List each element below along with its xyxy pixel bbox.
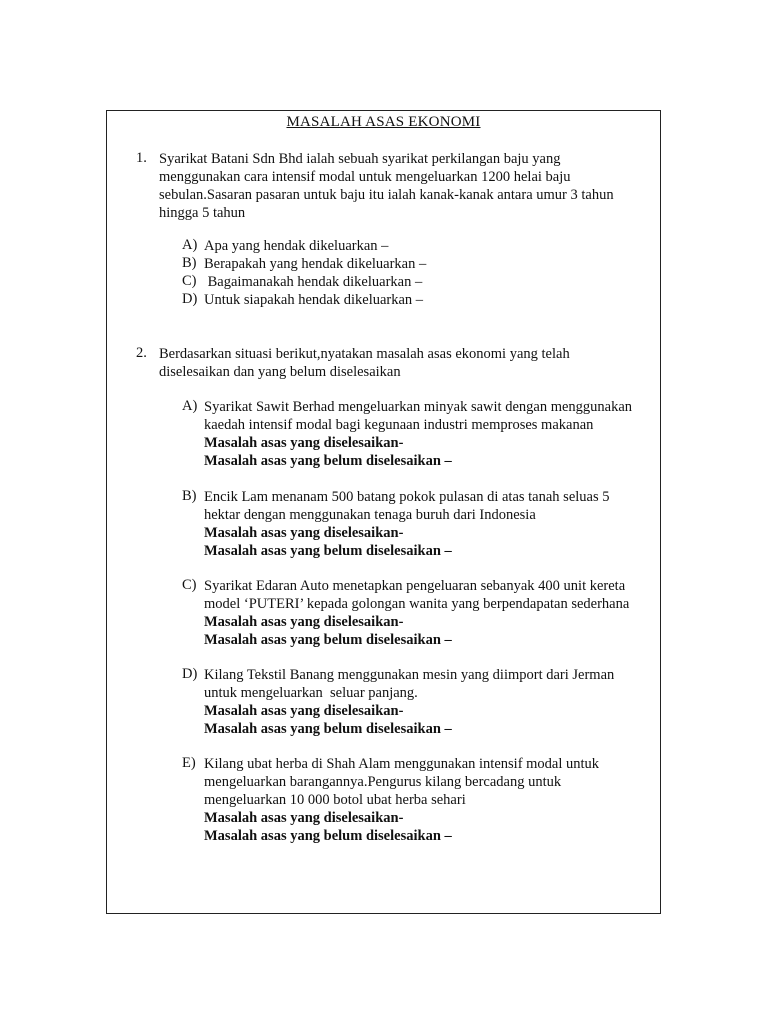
situation-line: untuk mengeluarkan seluar panjang. (204, 685, 418, 701)
situation-text (204, 488, 654, 560)
option-text: Berapakah yang hendak dikeluarkan – (204, 256, 427, 272)
solved-label: Masalah asas yang diselesaikan- (204, 703, 404, 719)
unsolved-label: Masalah asas yang belum diselesaikan – (204, 453, 452, 469)
unsolved-label: Masalah asas yang belum diselesaikan – (204, 632, 452, 648)
solved-label: Masalah asas yang diselesaikan- (204, 614, 404, 630)
option-text: Untuk siapakah hendak dikeluarkan – (204, 292, 424, 308)
situation-text (204, 755, 654, 845)
question-line: menggunakan cara intensif modal untuk mengeluarkan 1200 helai baju (159, 169, 571, 185)
question-line: Berdasarkan situasi berikut,nyatakan masalah asas ekonomi yang telah (159, 346, 570, 362)
situation-letter: A) (182, 398, 198, 414)
option-letter: A) (182, 237, 198, 253)
option-text: Bagaimanakah hendak dikeluarkan – (204, 274, 423, 290)
situation-line: Syarikat Sawit Berhad mengeluarkan minyak sawit dengan menggunakan (204, 399, 633, 415)
situation-line: Kilang Tekstil Banang menggunakan mesin yang diimport dari Jerman (204, 667, 615, 683)
situation-line: model ‘PUTERI’ kepada golongan wanita yang berpendapatan sederhana (204, 596, 630, 612)
option-letter: C) (182, 273, 197, 289)
question-number: 1. (136, 150, 147, 166)
situation-line: mengeluarkan 10 000 botol ubat herba sehari (204, 792, 466, 808)
situation-line: kaedah intensif modal bagi kegunaan industri memproses makanan (204, 417, 594, 433)
situation-text (204, 398, 654, 470)
question-line: hingga 5 tahun (159, 205, 246, 221)
question-number: 2. (136, 345, 147, 361)
option-letter: B) (182, 255, 197, 271)
situation-text (204, 666, 654, 738)
question-line: diselesaikan dan yang belum diselesaikan (159, 364, 401, 380)
situation-line: Kilang ubat herba di Shah Alam menggunakan intensif modal untuk (204, 756, 600, 772)
option-text: Apa yang hendak dikeluarkan – (204, 238, 389, 254)
situation-line: Syarikat Edaran Auto menetapkan pengeluaran sebanyak 400 unit kereta (204, 578, 626, 594)
situation-line: hektar dengan menggunakan tenaga buruh dari Indonesia (204, 507, 536, 523)
question-line: sebulan.Sasaran pasaran untuk baju itu ialah kanak-kanak antara umur 3 tahun (159, 187, 614, 203)
situation-letter: D) (182, 666, 198, 682)
question-text (159, 345, 649, 381)
situation-letter: B) (182, 488, 197, 504)
page-title: MASALAH ASAS EKONOMI (286, 114, 481, 130)
option-letter: D) (182, 291, 198, 307)
situation-letter: C) (182, 577, 197, 593)
solved-label: Masalah asas yang diselesaikan- (204, 525, 404, 541)
situation-letter: E) (182, 755, 196, 771)
question-line: Syarikat Batani Sdn Bhd ialah sebuah syarikat perkilangan baju yang (159, 151, 561, 167)
situation-line: Encik Lam menanam 500 batang pokok pulasan di atas tanah seluas 5 (204, 489, 610, 505)
situation-text (204, 577, 654, 649)
unsolved-label: Masalah asas yang belum diselesaikan – (204, 721, 452, 737)
situation-line: mengeluarkan barangannya.Pengurus kilang bercadang untuk (204, 774, 562, 790)
solved-label: Masalah asas yang diselesaikan- (204, 810, 404, 826)
unsolved-label: Masalah asas yang belum diselesaikan – (204, 828, 452, 844)
question-text (159, 150, 649, 222)
worksheet-frame (106, 110, 661, 914)
solved-label: Masalah asas yang diselesaikan- (204, 435, 404, 451)
unsolved-label: Masalah asas yang belum diselesaikan – (204, 543, 452, 559)
